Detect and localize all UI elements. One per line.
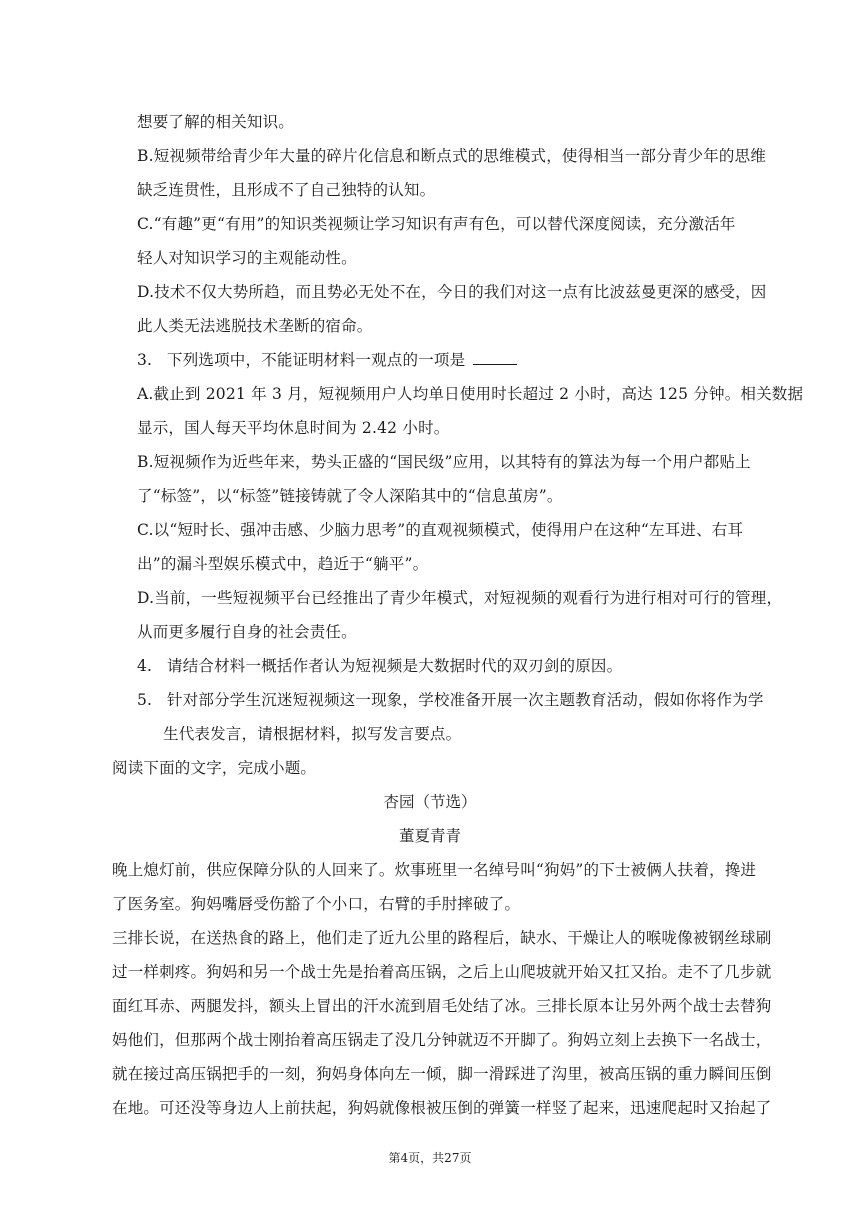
option-d-line: D.当前，一些短视频平台已经推出了青少年模式，对短视频的观看行为进行相对可行的管理，	[137, 589, 783, 607]
paragraph-line: 在地。可还没等身边人上前扶起，狗妈就像根被压倒的弹簧一样竖了起来，迅速爬起时又抬起了	[112, 1099, 772, 1117]
question-text: 下列选项中，不能证明材料一观点的一项是	[167, 351, 466, 369]
text-line: 显示，国人每天平均休息时间为 2.42 小时。	[137, 419, 450, 437]
option-b-line: B.短视频带给青少年大量的碎片化信息和断点式的思维模式，使得相当一部分青少年的思维	[137, 147, 767, 165]
article-author: 董夏青青	[398, 827, 461, 845]
paragraph-line: 过一样刺疼。狗妈和另一个战士先是抬着高压锅，之后上山爬坡就开始又扛又抬。走不了几步就	[112, 963, 772, 981]
option-c-line: C.“有趣”更“有用”的知识类视频让学习知识有声有色，可以替代深度阅读，充分激活年	[137, 215, 736, 233]
question-text: 针对部分学生沉迷短视频这一现象，学校准备开展一次主题教育活动，假如你将作为学	[167, 691, 764, 709]
text-line: 此人类无法逃脱技术垄断的宿命。	[137, 317, 373, 335]
question-text: 请结合材料一概括作者认为短视频是大数据时代的双刃剑的原因。	[167, 657, 623, 675]
question-4	[137, 656, 622, 676]
question-number: 4.	[137, 657, 153, 675]
text-line: 想要了解的相关知识。	[137, 113, 295, 131]
paragraph-line: 了医务室。狗妈嘴唇受伤豁了个小口，右臂的手肘摔破了。	[112, 895, 521, 913]
page-footer: 第4页，共27页	[388, 1151, 472, 1165]
question-number: 5.	[137, 691, 153, 709]
paragraph-line: 妈他们，但那两个战士刚抬着高压锅走了没几分钟就迈不开脚了。狗妈立刻上去换下一名战士，	[112, 1031, 772, 1049]
question-number: 3.	[137, 351, 153, 369]
text-line: 轻人对知识学习的主观能动性。	[137, 249, 357, 267]
text-line: 了“标签”，以“标签”链接铸就了令人深陷其中的“信息茧房”。	[137, 487, 563, 505]
question-5	[137, 690, 764, 710]
question-5-continued: 生代表发言，请根据材料，拟写发言要点。	[163, 725, 462, 743]
text-line: 出”的漏斗型娱乐模式中，趋近于“躺平”。	[137, 555, 429, 573]
text-line: 缺乏连贯性，且形成不了自己独特的认知。	[137, 181, 436, 199]
paragraph-line: 晚上熄灯前，供应保障分队的人回来了。炊事班里一名绰号叫“狗妈”的下士被俩人扶着，搀进	[112, 861, 757, 879]
option-d-line: D.技术不仅大势所趋，而且势必无处不在，今日的我们对这一点有比波兹曼更深的感受，因	[137, 283, 767, 301]
paragraph-line: 三排长说，在送热食的路上，他们走了近九公里的路程后，缺水、干燥让人的喉咙像被钢丝球刷	[112, 929, 772, 947]
answer-blank[interactable]	[473, 350, 517, 365]
option-c-line: C.以“短时长、强冲击感、少脑力思考”的直观视频模式，使得用户在这种“左耳进、右耳	[137, 521, 744, 539]
article-title: 杏园（节选）	[383, 793, 477, 811]
text-line: 从而更多履行自身的社会责任。	[137, 623, 357, 641]
reading-instruction: 阅读下面的文字，完成小题。	[112, 759, 317, 777]
paragraph-line: 面红耳赤、两腿发抖，额头上冒出的汗水流到眉毛处结了冰。三排长原本让另外两个战士去替狗	[112, 997, 772, 1015]
option-a-line: A.截止到 2021 年 3 月，短视频用户人均单日使用时长超过 2 小时，高达 125 分钟。相关数据	[137, 385, 804, 403]
option-b-line: B.短视频作为近些年来，势头正盛的“国民级”应用，以其特有的算法为每一个用户都贴上	[137, 453, 751, 471]
paragraph-line: 就在接过高压锅把手的一刻，狗妈身体向左一倾，脚一滑踩进了沟里，被高压锅的重力瞬间压倒	[112, 1065, 772, 1083]
question-3	[137, 350, 517, 370]
